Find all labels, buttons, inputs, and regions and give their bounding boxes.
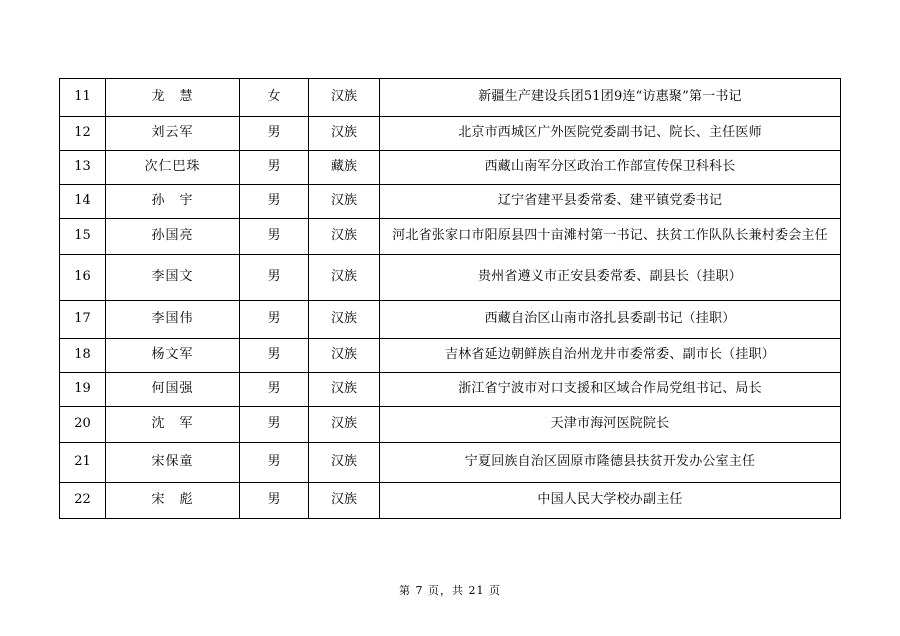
gender-cell: 男	[240, 443, 309, 483]
gender-cell: 男	[240, 339, 309, 373]
roster-table-body	[60, 79, 841, 519]
name-cell: 李国文	[106, 255, 240, 301]
row-number-cell: 14	[60, 185, 106, 219]
name-cell: 宋 彪	[106, 483, 240, 519]
position-cell: 浙江省宁波市对口支援和区域合作局党组书记、局长	[380, 373, 841, 407]
row-number-cell: 12	[60, 117, 106, 151]
ethnicity-cell: 汉族	[309, 219, 380, 255]
table-row	[60, 151, 841, 185]
ethnicity-cell: 汉族	[309, 255, 380, 301]
position-cell: 西藏自治区山南市洛扎县委副书记（挂职）	[380, 301, 841, 339]
row-number-cell: 22	[60, 483, 106, 519]
position-cell: 西藏山南军分区政治工作部宣传保卫科科长	[380, 151, 841, 185]
position-cell: 贵州省遵义市正安县委常委、副县长（挂职）	[380, 255, 841, 301]
gender-cell: 男	[240, 483, 309, 519]
row-number-cell: 18	[60, 339, 106, 373]
row-number-cell: 21	[60, 443, 106, 483]
name-cell: 沈 军	[106, 407, 240, 443]
gender-cell: 男	[240, 373, 309, 407]
table-row	[60, 373, 841, 407]
position-cell: 新疆生产建设兵团51团9连“访惠聚”第一书记	[380, 79, 841, 117]
page-footer: 第 7 页，共 21 页	[399, 584, 501, 597]
position-cell: 吉林省延边朝鲜族自治州龙井市委常委、副市长（挂职）	[380, 339, 841, 373]
ethnicity-cell: 汉族	[309, 117, 380, 151]
position-cell: 河北省张家口市阳原县四十亩滩村第一书记、扶贫工作队队长兼村委会主任	[380, 219, 841, 255]
ethnicity-cell: 藏族	[309, 151, 380, 185]
table-row	[60, 219, 841, 255]
gender-cell: 男	[240, 301, 309, 339]
name-cell: 刘云军	[106, 117, 240, 151]
gender-cell: 女	[240, 79, 309, 117]
table-row	[60, 443, 841, 483]
gender-cell: 男	[240, 185, 309, 219]
gender-cell: 男	[240, 407, 309, 443]
position-cell: 宁夏回族自治区固原市隆德县扶贫开发办公室主任	[380, 443, 841, 483]
ethnicity-cell: 汉族	[309, 339, 380, 373]
position-cell: 辽宁省建平县委常委、建平镇党委书记	[380, 185, 841, 219]
ethnicity-cell: 汉族	[309, 443, 380, 483]
table-row	[60, 483, 841, 519]
table-row	[60, 117, 841, 151]
table-row	[60, 79, 841, 117]
name-cell: 龙 慧	[106, 79, 240, 117]
gender-cell: 男	[240, 219, 309, 255]
row-number-cell: 16	[60, 255, 106, 301]
name-cell: 孙 宇	[106, 185, 240, 219]
table-row	[60, 185, 841, 219]
ethnicity-cell: 汉族	[309, 373, 380, 407]
name-cell: 孙国亮	[106, 219, 240, 255]
row-number-cell: 15	[60, 219, 106, 255]
gender-cell: 男	[240, 117, 309, 151]
position-cell: 天津市海河医院院长	[380, 407, 841, 443]
name-cell: 杨文军	[106, 339, 240, 373]
ethnicity-cell: 汉族	[309, 301, 380, 339]
row-number-cell: 13	[60, 151, 106, 185]
table-row	[60, 407, 841, 443]
name-cell: 宋保童	[106, 443, 240, 483]
row-number-cell: 20	[60, 407, 106, 443]
row-number-cell: 19	[60, 373, 106, 407]
table-row	[60, 339, 841, 373]
row-number-cell: 11	[60, 79, 106, 117]
ethnicity-cell: 汉族	[309, 407, 380, 443]
name-cell: 李国伟	[106, 301, 240, 339]
gender-cell: 男	[240, 255, 309, 301]
table-row	[60, 255, 841, 301]
table-row	[60, 301, 841, 339]
position-cell: 中国人民大学校办副主任	[380, 483, 841, 519]
row-number-cell: 17	[60, 301, 106, 339]
ethnicity-cell: 汉族	[309, 483, 380, 519]
roster-table	[59, 78, 841, 519]
ethnicity-cell: 汉族	[309, 79, 380, 117]
name-cell: 次仁巴珠	[106, 151, 240, 185]
ethnicity-cell: 汉族	[309, 185, 380, 219]
name-cell: 何国强	[106, 373, 240, 407]
gender-cell: 男	[240, 151, 309, 185]
position-cell: 北京市西城区广外医院党委副书记、院长、主任医师	[380, 117, 841, 151]
